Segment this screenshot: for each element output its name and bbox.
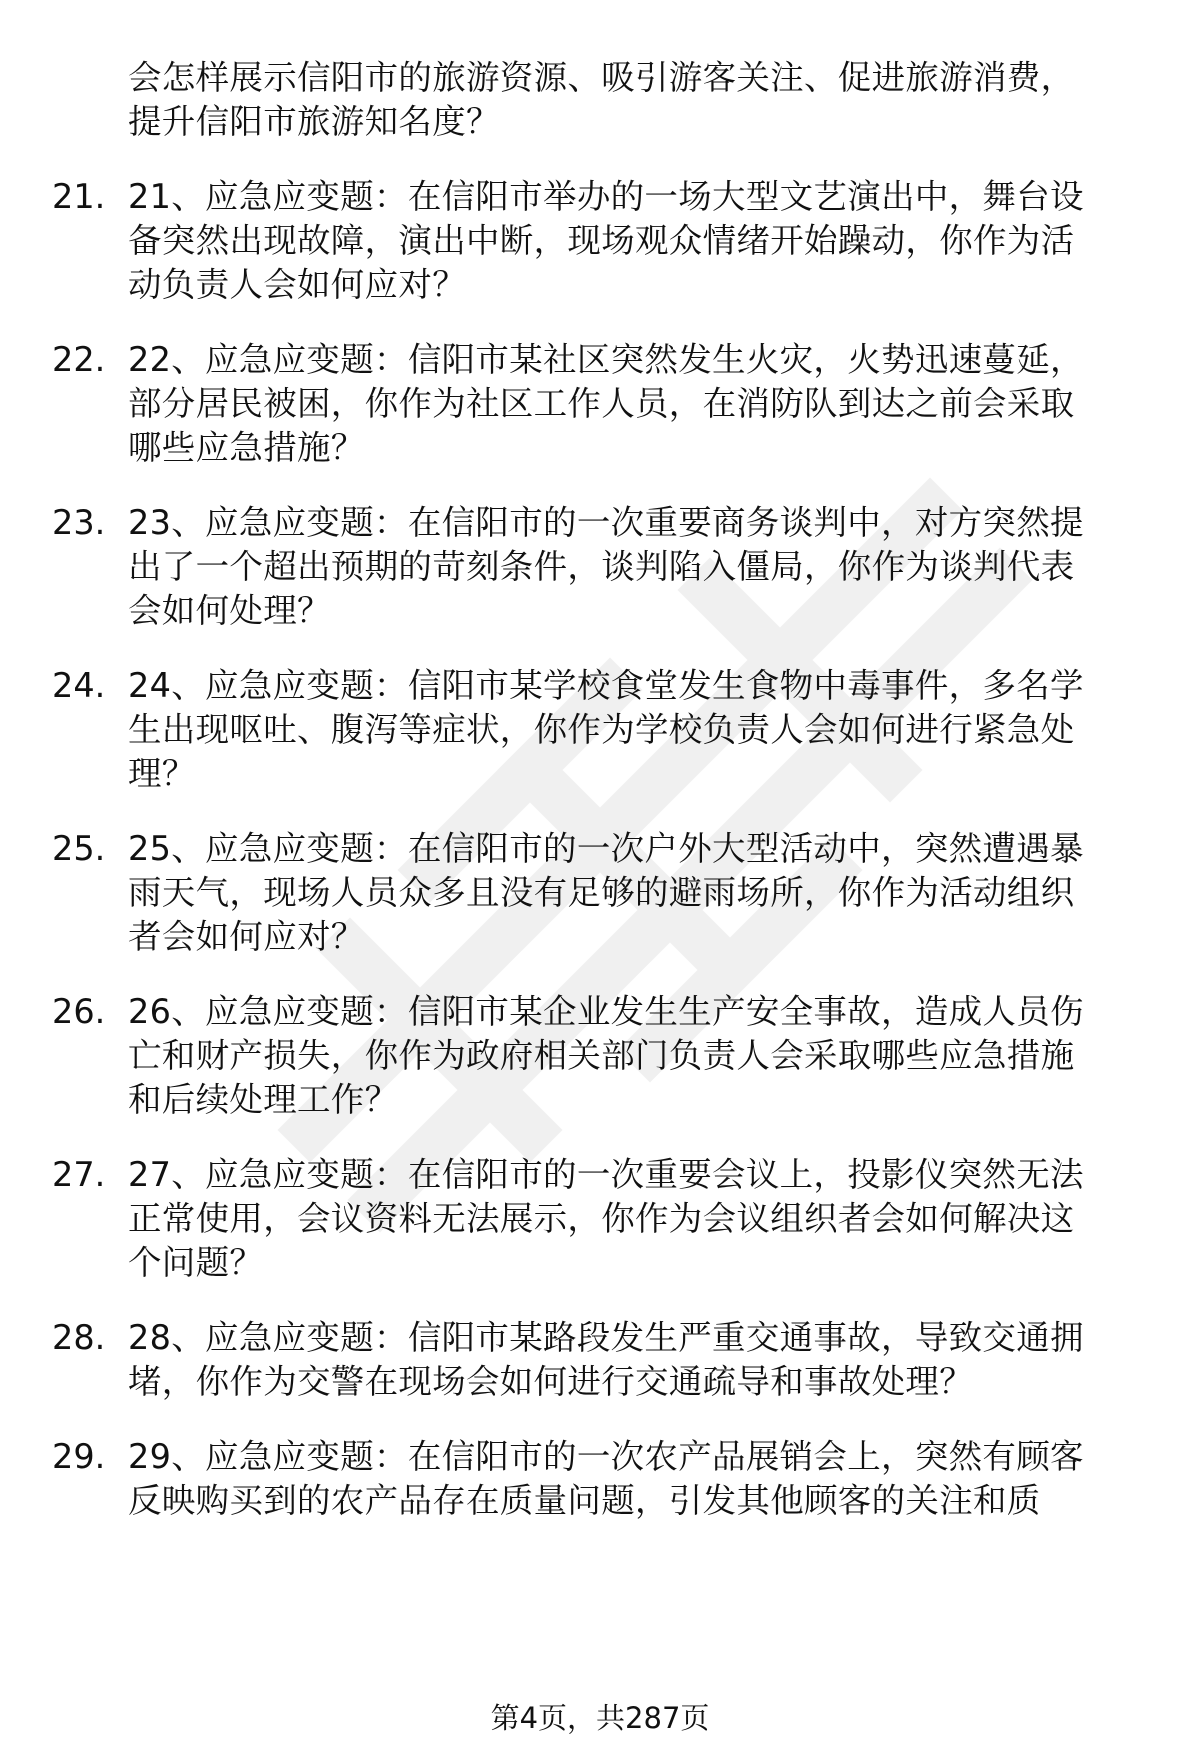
item-line: 部分居民被困，你作为社区工作人员，在消防队到达之前会采取: [128, 384, 1075, 423]
item-line: 动负责人会如何应对？: [128, 265, 466, 304]
item-line: 生出现呕吐、腹泻等症状，你作为学校负责人会如何进行紧急处: [128, 710, 1075, 749]
item-number: 22.: [52, 340, 106, 379]
item-number: 28.: [52, 1318, 106, 1357]
item-line: 反映购买到的农产品存在质量问题，引发其他顾客的关注和质: [128, 1481, 1041, 1520]
item-line: 会如何处理？: [128, 591, 331, 630]
item-line: 27、应急应变题：在信阳市的一次重要会议上，投影仪突然无法: [128, 1155, 1084, 1194]
item-line: 哪些应急措施？: [128, 428, 365, 467]
item-line: 22、应急应变题：信阳市某社区突然发生火灾，火势迅速蔓延，: [128, 340, 1084, 379]
item-line: 29、应急应变题：在信阳市的一次农产品展销会上，突然有顾客: [128, 1437, 1084, 1476]
item-line: 正常使用，会议资料无法展示，你作为会议组织者会如何解决这: [128, 1199, 1075, 1238]
item-line: 21、应急应变题：在信阳市举办的一场大型文艺演出中，舞台设: [128, 177, 1084, 216]
item-line: 堵，你作为交警在现场会如何进行交通疏导和事故处理？: [128, 1362, 973, 1401]
item-line: 备突然出现故障，演出中断，现场观众情绪开始躁动，你作为活: [128, 221, 1075, 260]
item-line: 理？: [128, 754, 196, 793]
item-number: 27.: [52, 1155, 106, 1194]
item-line: 雨天气，现场人员众多且没有足够的避雨场所，你作为活动组织: [128, 873, 1075, 912]
item-number: 26.: [52, 992, 106, 1031]
item-line: 和后续处理工作？: [128, 1080, 399, 1119]
item-line: 28、应急应变题：信阳市某路段发生严重交通事故，导致交通拥: [128, 1318, 1084, 1357]
intro-line-2: 提升信阳市旅游知名度？: [128, 102, 500, 141]
page-number-footer: 第4页，共287页: [490, 1701, 710, 1735]
item-line: 25、应急应变题：在信阳市的一次户外大型活动中，突然遭遇暴: [128, 829, 1084, 868]
item-number: 21.: [52, 177, 106, 216]
item-line: 出了一个超出预期的苛刻条件，谈判陷入僵局，你作为谈判代表: [128, 547, 1075, 586]
item-line: 23、应急应变题：在信阳市的一次重要商务谈判中，对方突然提: [128, 503, 1084, 542]
item-line: 个问题？: [128, 1243, 264, 1282]
item-line: 24、应急应变题：信阳市某学校食堂发生食物中毒事件，多名学: [128, 666, 1084, 705]
item-line: 26、应急应变题：信阳市某企业发生生产安全事故，造成人员伤: [128, 992, 1084, 1031]
item-number: 24.: [52, 666, 106, 705]
intro-line-1: 会怎样展示信阳市的旅游资源、吸引游客关注、促进旅游消费，: [128, 58, 1075, 97]
item-number: 23.: [52, 503, 106, 542]
item-line: 者会如何应对？: [128, 917, 365, 956]
item-number: 25.: [52, 829, 106, 868]
item-line: 亡和财产损失，你作为政府相关部门负责人会采取哪些应急措施: [128, 1036, 1075, 1075]
item-number: 29.: [52, 1437, 106, 1476]
